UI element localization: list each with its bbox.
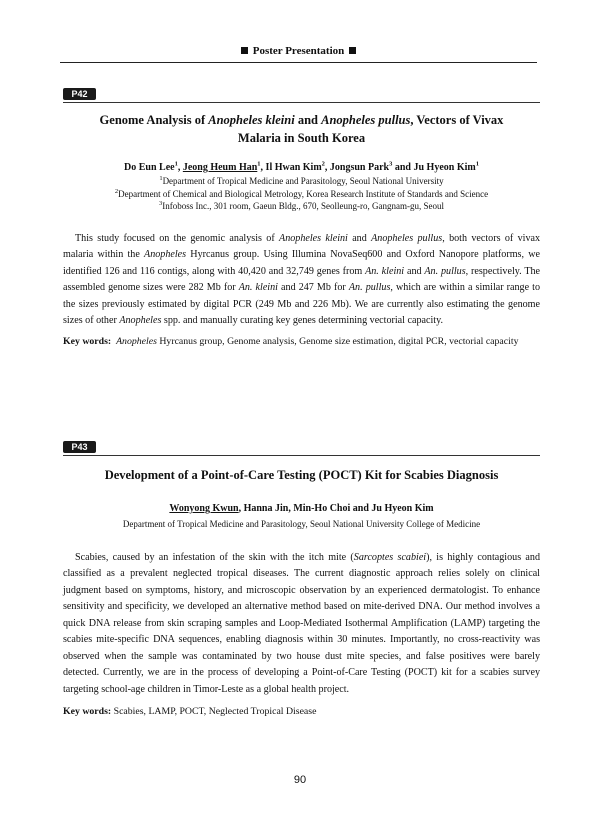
affiliation: $^3$Infoboss Inc., 301 room, Gaeun Bldg., 670, Seolleung-ro, Gangnam-gu, Seoul: [159, 200, 444, 211]
header-label: Poster Presentation: [252, 45, 345, 57]
keywords: Key words: Anopheles Hyrcanus group, Genome analysis, Genome size estimation, digital PCR, vectorial capacity: [63, 335, 519, 347]
affiliation: $^2$Department of Chemical and Biological Metrology, Korea Research Institute of Standards and Science: [114, 187, 489, 199]
author-list: Do Eun Lee$^1$, Jeong Heum Han$^1$, Il Hwan Kim$^2$, Jongsun Park$^3$ and Ju Hyeon Kim$^1$: [124, 160, 479, 173]
section-rule: [63, 102, 540, 103]
abstract-text: This study focused on the genomic analysis of Anopheles kleini and Anopheles pullus, both vectors of vivax malaria within the Anopheles Hyrcanus group. Using Illumina NovaSeq600 and Oxford Nanopore platforms, we identified 126 and 116 contigs, along with 40,420 and 32,749 genes from An. kleini and An. pullus, respectively. The assembled genome sizes were 282 Mb for An. kleini and 247 Mb for An. pullus, which are within a similar range to the sizes previously estimated by digital PCR (249 Mb and 226 Mb). We are currently also estimating the genome sizes of other Anopheles spp. and manually curating key genes determining vectorial capacity.: [63, 232, 541, 326]
poster-code-badge: P42: [63, 88, 96, 100]
poster-title: Genome Analysis of Anopheles kleini and Anopheles pullus, Vectors of Vivax Malaria in South Korea: [99, 113, 504, 145]
abstract-text: Scabies, caused by an infestation of the skin with the itch mite (Sarcoptes scabiei), is highly contagious and classified as a prevalent neglected tropical diseases. The current diagnostic approach relies solely on clinical judgment based on symptoms, history, and microscopic observation by an experienced dermatologist. To enhance sensitivity and specificity, we developed an alternative method based on mite-derived DNA. Our method involves a quick DNA release from skin scraping samples and Loop-Mediated Isothermal Amplification (LAMP) targeting the scabies mite-specific DNA sequences, enabling diagnosis within 30 minutes. Importantly, no cross-reactivity was observed when the sample was contaminated by two house dust mite species, and false positives were barely detected. Currently, we are in the process of developing a Point-of-Care Testing (POCT) kit for a scabies survey targeting school-age children in Timor-Leste as a global health project.: [63, 551, 540, 695]
keywords: Key words: Scabies, LAMP, POCT, Neglected Tropical Disease: [63, 706, 317, 717]
affiliation: Department of Tropical Medicine and Parasitology, Seoul National University College of Medicine: [122, 519, 481, 529]
poster-code-badge: P43: [63, 441, 96, 453]
section-rule: [63, 455, 540, 456]
page-number: 90: [293, 774, 307, 786]
square-bullet-icon: [349, 47, 356, 54]
poster-p43: [63, 437, 540, 719]
affiliation: $^1$Department of Tropical Medicine and Parasitology, Seoul National University: [159, 175, 444, 186]
poster-title: Development of a Point-of-Care Testing (POCT) Kit for Scabies Diagnosis: [104, 468, 499, 482]
running-header: [60, 45, 537, 57]
author-list: Wonyong Kwun, Hanna Jin, Min-Ho Choi and Ju Hyeon Kim: [169, 503, 434, 514]
header-rule: [60, 62, 537, 63]
poster-p42: [63, 84, 540, 349]
square-bullet-icon: [241, 47, 248, 54]
